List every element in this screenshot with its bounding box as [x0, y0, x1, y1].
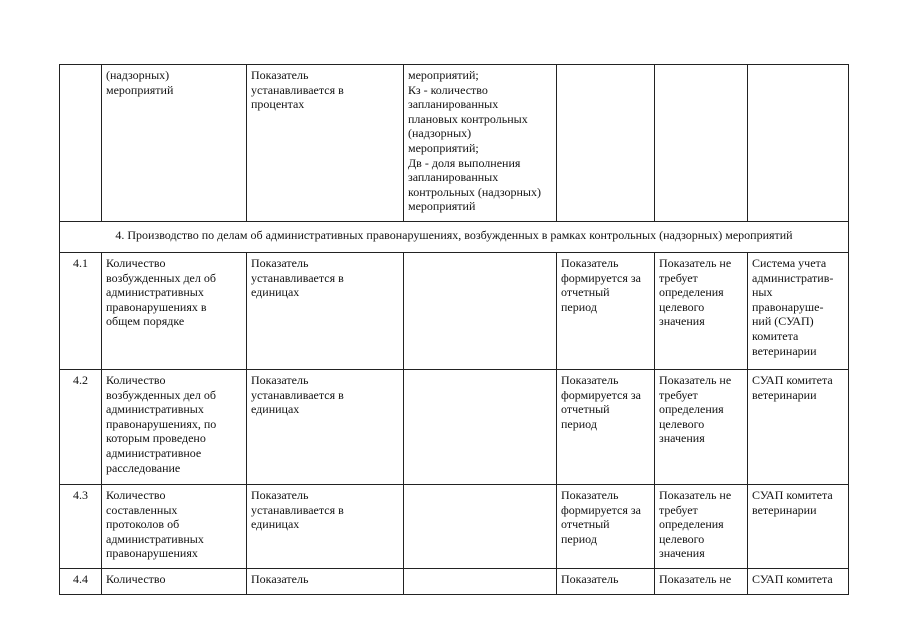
- cell-source: СУАП комитета ветеринарии: [748, 370, 849, 485]
- cell-period: Показатель формируется за отчетный период: [557, 253, 655, 370]
- cell-period: Показатель: [557, 569, 655, 595]
- cell-source: [748, 65, 849, 222]
- cell-source: Система учета административ- ных правонаруше- ний (СУАП) комитета ветеринарии: [748, 253, 849, 370]
- cell-target: Показатель не: [655, 569, 748, 595]
- cell-num: [60, 65, 102, 222]
- cell-indicator-name: Количество составленных протоколов об административных правонарушениях: [102, 485, 247, 569]
- table-row: [60, 253, 849, 370]
- cell-formula: [404, 569, 557, 595]
- cell-indicator-name: Количество возбужденных дел об административных правонарушениях в общем порядке: [102, 253, 247, 370]
- cell-unit: Показатель устанавливается в единицах: [247, 253, 404, 370]
- cell-formula: [404, 370, 557, 485]
- cell-target: Показатель не требует определения целевого значения: [655, 370, 748, 485]
- cell-num: 4.4: [60, 569, 102, 595]
- cell-period: Показатель формируется за отчетный период: [557, 370, 655, 485]
- cell-num: 4.1: [60, 253, 102, 370]
- section-4-title: 4. Производство по делам об административных правонарушениях, возбужденных в рамках контрольных (надзорных) мероприятий: [60, 222, 849, 253]
- cell-source: СУАП комитета: [748, 569, 849, 595]
- cell-target: Показатель не требует определения целевого значения: [655, 253, 748, 370]
- cell-unit: Показатель устанавливается в единицах: [247, 485, 404, 569]
- cell-num: 4.3: [60, 485, 102, 569]
- cell-indicator-name: Количество: [102, 569, 247, 595]
- cell-period: [557, 65, 655, 222]
- cell-formula: [404, 253, 557, 370]
- table-row: [60, 569, 849, 595]
- cell-formula: мероприятий; Кз - количество запланированных плановых контрольных (надзорных) мероприятий; Дв - доля выполнения запланированных контрольных (надзорных) мероприятий: [404, 65, 557, 222]
- section-header-row: [60, 222, 849, 253]
- cell-target: Показатель не требует определения целевого значения: [655, 485, 748, 569]
- cell-unit: Показатель устанавливается в процентах: [247, 65, 404, 222]
- table-row-continuation: [60, 65, 849, 222]
- table-row: [60, 370, 849, 485]
- cell-source: СУАП комитета ветеринарии: [748, 485, 849, 569]
- cell-formula: [404, 485, 557, 569]
- table-row: [60, 485, 849, 569]
- indicators-table: [59, 64, 849, 595]
- cell-target: [655, 65, 748, 222]
- cell-unit: Показатель: [247, 569, 404, 595]
- cell-indicator-name: (надзорных) мероприятий: [102, 65, 247, 222]
- cell-unit: Показатель устанавливается в единицах: [247, 370, 404, 485]
- cell-num: 4.2: [60, 370, 102, 485]
- cell-indicator-name: Количество возбужденных дел об административных правонарушениях, по которым проведено административное расследование: [102, 370, 247, 485]
- cell-period: Показатель формируется за отчетный период: [557, 485, 655, 569]
